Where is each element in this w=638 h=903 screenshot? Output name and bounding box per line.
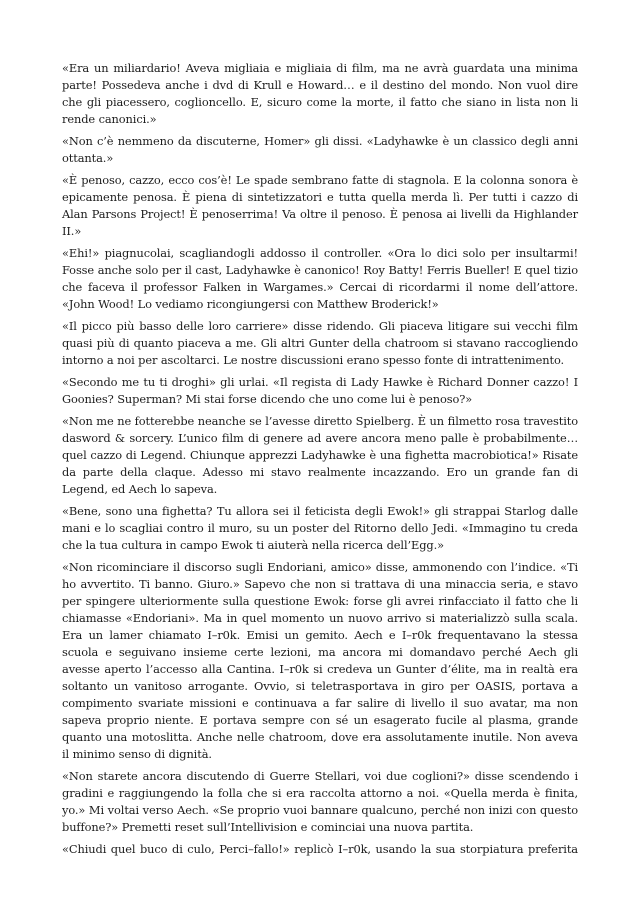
paragraph: «È penoso, cazzo, ecco cos’è! Le spade sembrano fatte di stagnola. E la colonna sonora è epicamente penosa. È piena di sintetizzatori e tutta quella merda lì. Per tutti i cazzo di Alan Parsons Project! È penoserrima! Va oltre il penoso. È penosa ai livelli da Highlander II.» <box>62 173 578 238</box>
paragraph: «Ehi!» piagnucolai, scagliandogli addosso il controller. «Ora lo dici solo per insultarmi! Fosse anche solo per il cast, Ladyhawke è canonico! Roy Batty! Ferris Bueller! E quel tizio che faceva il professor Falken in Wargames.» Cercai di ricordarmi il nome dell’attore. «John Wood! Lo vediamo ricongiungersi con Matthew Broderick!» <box>62 246 578 311</box>
paragraph: «Non c’è nemmeno da discuterne, Homer» gli dissi. «Ladyhawke è un classico degli anni ottanta.» <box>62 134 578 165</box>
paragraph: «Bene, sono una fighetta? Tu allora sei il feticista degli Ewok!» gli strappai Starlog dalle mani e lo scagliai contro il muro, su un poster del Ritorno dello Jedi. «Immagino tu creda che la tua cultura in campo Ewok ti aiuterà nella ricerca dell’Egg.» <box>62 504 578 552</box>
text-body <box>62 60 578 863</box>
paragraph: «Non starete ancora discutendo di Guerre Stellari, voi due coglioni?» disse scendendo i gradini e raggiungendo la folla che si era raccolta attorno a noi. «Quella merda è finita, yo.» Mi voltai verso Aech. «Se proprio vuoi bannare qualcuno, perché non inizi con questo buffone?» Premetti reset sull’Intellivision e cominciai una nuova partita. <box>62 769 578 834</box>
paragraph-last-line: «Chiudi quel buco di culo, Perci–fallo!» replicò I–r0k, usando la sua storpiatura preferita <box>62 842 578 856</box>
paragraph: «Non me ne fotterebbe neanche se l’avesse diretto Spielberg. È un filmetto rosa travestito dasword & sorcery. L’unico film di genere ad avere ancora meno palle è probabilmente… quel cazzo di Legend. Chiunque apprezzi Ladyhawke è una fighetta macrobiotica!» Risate da parte della claque. Adesso mi stavo realmente incazzando. Ero un grande fan di Legend, ed Aech lo sapeva. <box>62 414 578 496</box>
paragraph: «Non ricominciare il discorso sugli Endoriani, amico» disse, ammonendo con l’indice. «Ti ho avvertito. Ti banno. Giuro.» Sapevo che non si trattava di una minaccia seria, e stavo per spingere ulteriormente sulla questione Ewok: forse gli avrei rinfacciato il fatto che li chiamasse «Endoriani». Ma in quel momento un nuovo arrivo si materializzò sulla scala. Era un lamer chiamato I–r0k. Emisi un gemito. Aech e I–r0k frequentavano la stessa scuola e seguivano insieme certe lezioni, ma ancora mi domandavo perché Aech gli avesse aperto l’accesso alla Cantina. I–r0k si credeva un Gunter d’élite, ma in realtà era soltanto un vanitoso arrogante. Ovvio, si teletrasportava in giro per OASIS, portava a compimento svariate missioni e continuava a far salire di livello il suo avatar, ma non sapeva proprio niente. E portava sempre con sé un esagerato fucile al plasma, grande quanto una motoslitta. Anche nelle chatroom, dove era assolutamente inutile. Non aveva il minimo senso di dignità. <box>62 560 578 761</box>
paragraph: «Era un miliardario! Aveva migliaia e migliaia di film, ma ne avrà guardata una minima parte! Possedeva anche i dvd di Krull e Howard… e il destino del mondo. Non vuol dire che gli piacessero, coglioncello. E, sicuro come la morte, il fatto che siano in lista non li rende canonici.» <box>62 61 578 126</box>
paragraph: «Secondo me tu ti droghi» gli urlai. «Il regista di Lady Hawke è Richard Donner cazzo! I Goonies? Superman? Mi stai forse dicendo che uno come lui è penoso?» <box>62 375 578 406</box>
paragraph: «Il picco più basso delle loro carriere» disse ridendo. Gli piaceva litigare sui vecchi film quasi più di quanto piaceva a me. Gli altri Gunter della chatroom si stavano raccogliendo intorno a noi per ascoltarci. Le nostre discussioni erano spesso fonte di intrattenimento. <box>62 319 578 367</box>
